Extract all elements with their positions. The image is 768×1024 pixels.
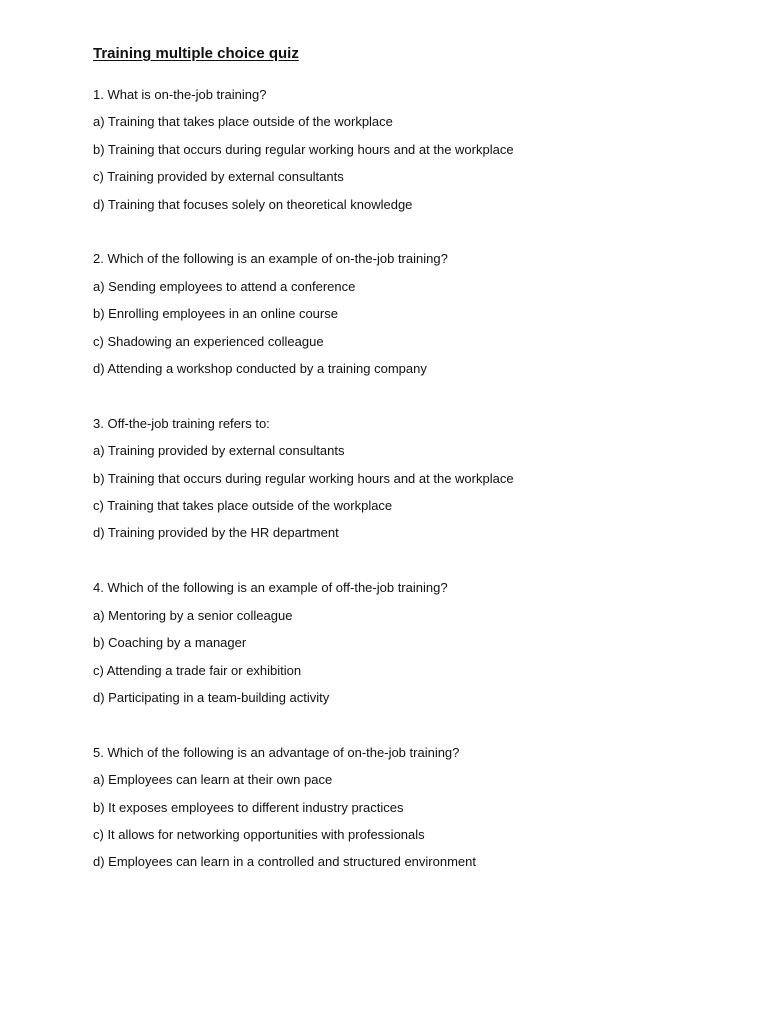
answer-option-b: b) Training that occurs during regular working hours and at the workplace (93, 470, 514, 486)
question-text: 5. Which of the following is an advantage of on-the-job training? (93, 744, 460, 760)
answer-option-c: c) It allows for networking opportunities with professionals (93, 826, 425, 842)
answer-option-c: c) Training provided by external consultants (93, 169, 344, 185)
question-text: 3. Off-the-job training refers to: (93, 415, 270, 431)
question-text: 1. What is on-the-job training? (93, 87, 267, 102)
answer-option-d: d) Attending a workshop conducted by a training company (93, 361, 427, 377)
question-1 (93, 85, 733, 222)
answer-option-b: b) Training that occurs during regular working hours and at the workplace (93, 141, 514, 157)
question-list (93, 85, 733, 907)
question-2 (93, 249, 733, 386)
question-5 (93, 743, 733, 880)
answer-option-b: b) Enrolling employees in an online course (93, 306, 338, 322)
answer-option-a: a) Sending employees to attend a conference (93, 278, 356, 294)
question-4 (93, 578, 733, 715)
answer-option-d: d) Employees can learn in a controlled and structured environment (93, 854, 476, 870)
answer-option-a: a) Mentoring by a senior colleague (93, 607, 293, 623)
answer-option-a: a) Employees can learn at their own pace (93, 772, 333, 788)
question-3 (93, 414, 733, 551)
page-title: Training multiple choice quiz (93, 45, 299, 62)
answer-option-a: a) Training provided by external consultants (93, 443, 345, 459)
answer-option-d: d) Training that focuses solely on theoretical knowledge (93, 196, 413, 212)
answer-option-a: a) Training that takes place outside of the workplace (93, 114, 393, 130)
answer-option-d: d) Training provided by the HR department (93, 525, 339, 541)
answer-option-d: d) Participating in a team-building activity (93, 689, 330, 705)
question-text: 4. Which of the following is an example of off-the-job training? (93, 580, 448, 596)
question-text: 2. Which of the following is an example of on-the-job training? (93, 251, 448, 267)
answer-option-c: c) Shadowing an experienced colleague (93, 333, 324, 349)
answer-option-b: b) It exposes employees to different industry practices (93, 799, 404, 815)
answer-option-c: c) Training that takes place outside of the workplace (93, 498, 393, 514)
answer-option-c: c) Attending a trade fair or exhibition (93, 662, 302, 678)
answer-option-b: b) Coaching by a manager (93, 635, 247, 651)
